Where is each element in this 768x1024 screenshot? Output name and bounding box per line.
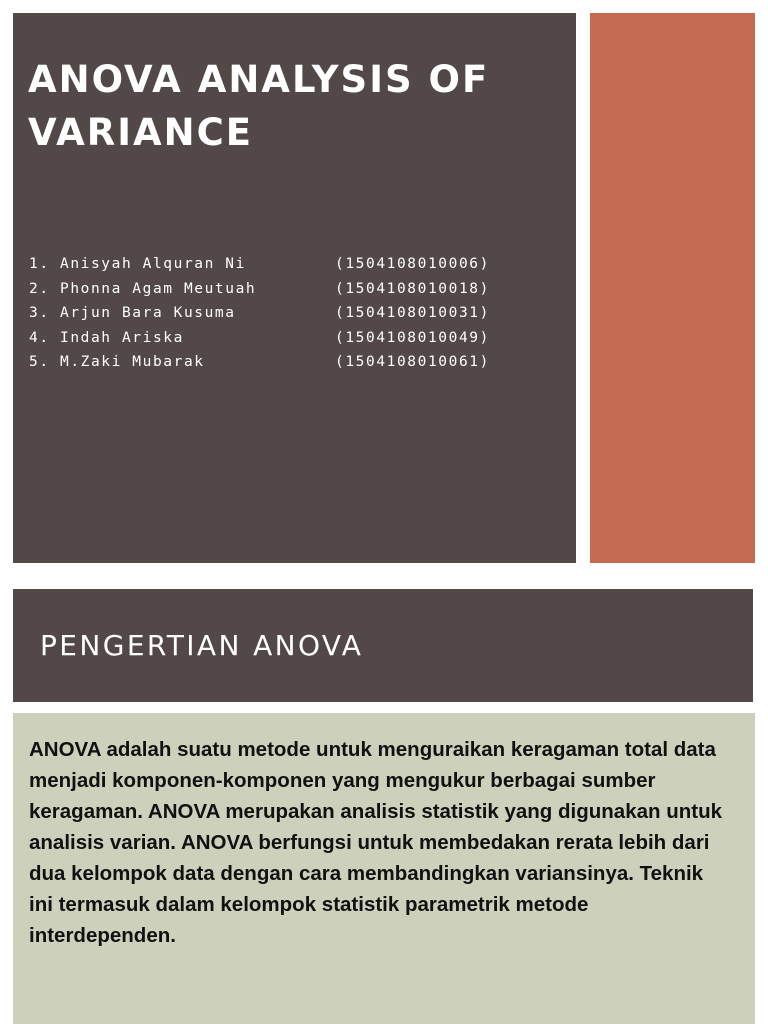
definition-paragraph: ANOVA adalah suatu metode untuk menguraikan keragaman total data menjadi komponen-komponen yang mengukur berbagai sumber keragaman. ANOVA merupakan analisis statistik yang digunakan untuk analisis varian. ANOVA berfungsi untuk membedakan rerata lebih dari dua kelompok data dengan cara membandingkan variansinya. Teknik ini termasuk dalam kelompok statistik parametrik metode interdependen. [29,738,723,947]
accent-color-panel [590,13,755,563]
author-row [29,350,559,375]
author-student-id: (1504108010031) [335,305,490,321]
title-slide-panel [13,13,576,563]
author-list [29,252,559,375]
author-student-id: (1504108010018) [335,280,490,297]
definition-content-panel [13,713,755,1024]
author-row [29,277,559,302]
author-student-id: (1504108010049) [335,329,490,346]
author-name: 1. Anisyah Alquran Ni [29,256,246,272]
author-name: 5. M.Zaki Mubarak [29,354,205,370]
slide-title: ANOVA ANALYSIS OF VARIANCE [28,58,490,154]
author-name: 4. Indah Ariska [29,329,184,346]
author-row [29,326,559,351]
author-row [29,301,559,326]
author-name: 2. Phonna Agam Meutuah [29,280,257,297]
section-header-bar [13,589,753,702]
section-heading: PENGERTIAN ANOVA [40,629,364,662]
author-row [29,252,559,277]
author-student-id: (1504108010061) [335,354,490,370]
author-student-id: (1504108010006) [335,256,490,272]
author-name: 3. Arjun Bara Kusuma [29,305,236,321]
